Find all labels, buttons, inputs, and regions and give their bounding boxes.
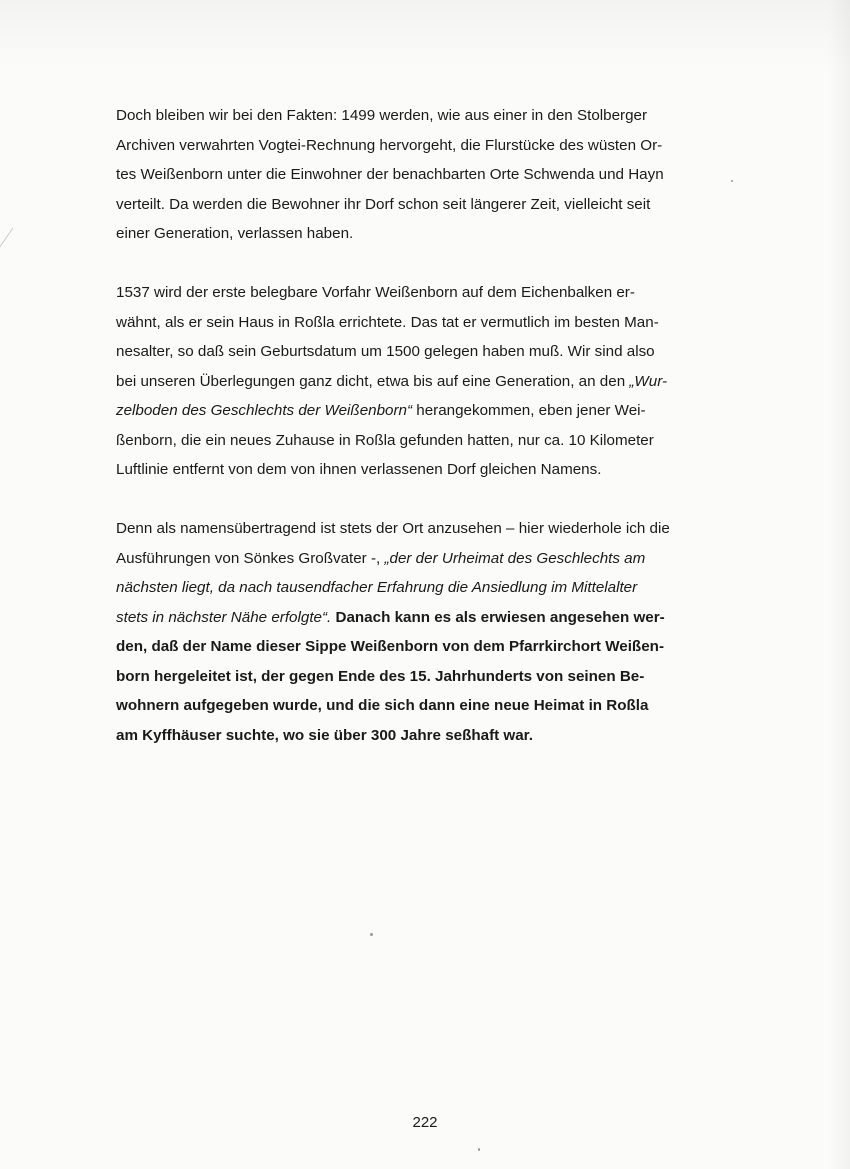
text-line	[116, 455, 736, 485]
text-segment: Doch bleiben wir bei den Fakten: 1499 werden, wie aus einer in den Stolberger	[116, 107, 648, 124]
text-line	[116, 396, 736, 426]
text-segment: nesalter, so daß sein Geburtsdatum um 1500 gelegen haben muß. Wir sind also	[116, 343, 655, 360]
scan-speck	[370, 933, 373, 936]
text-line	[116, 131, 736, 161]
page-number: 222	[412, 1114, 438, 1131]
text-segment: den, daß der Name dieser Sippe Weißenborn von dem Pfarrkirchort Weißen-	[116, 638, 664, 655]
text-line	[116, 426, 736, 456]
text-line	[116, 219, 736, 249]
text-segment: herangekommen, eben jener Wei-	[412, 402, 646, 419]
text-segment: am Kyffhäuser suchte, wo sie über 300 Jahre seßhaft war.	[116, 726, 533, 744]
text-segment: verteilt. Da werden die Bewohner ihr Dorf schon seit längerer Zeit, vielleicht seit	[116, 195, 651, 213]
text-line	[116, 337, 736, 367]
scan-scratch-mark	[0, 228, 13, 258]
paragraph	[116, 514, 736, 750]
text-segment: Archiven verwahrten Vogtei-Rechnung hervorgeht, die Flurstücke des wüsten Or-	[116, 136, 663, 154]
text-line	[116, 278, 736, 308]
text-line	[116, 632, 736, 662]
text-segment: Ausführungen von Sönkes Großvater -,	[116, 549, 385, 567]
text-line	[116, 603, 736, 633]
text-segment: „Wur-	[629, 372, 668, 390]
text-segment: zelboden des Geschlechts der Weißenborn“	[116, 402, 413, 419]
text-line	[116, 101, 736, 131]
text-line	[116, 308, 736, 338]
text-line	[116, 721, 736, 751]
text-segment: „der der Urheimat des Geschlechts am	[384, 549, 646, 567]
text-segment: tes Weißenborn unter die Einwohner der benachbarten Orte Schwenda und Hayn	[116, 166, 664, 183]
text-segment: Danach kann es als erwiesen angesehen wer-	[331, 608, 665, 626]
text-line	[116, 367, 736, 397]
paragraph	[116, 278, 736, 485]
text-segment: bei unseren Überlegungen ganz dicht, etwa bis auf eine Generation, an den	[116, 372, 630, 390]
text-line	[116, 573, 736, 603]
scan-edge-shadow	[828, 0, 850, 1169]
text-segment: wähnt, als er sein Haus in Roßla errichtete. Das tat er vermutlich im besten Man-	[116, 313, 659, 331]
text-segment: Denn als namensübertragend ist stets der Ort anzusehen – hier wiederhole ich die	[116, 520, 670, 537]
text-line	[116, 190, 736, 220]
text-segment: ßenborn, die ein neues Zuhause in Roßla gefunden hatten, nur ca. 10 Kilometer	[116, 431, 654, 449]
text-segment: 1537 wird der erste belegbare Vorfahr Weißenborn auf dem Eichenbalken er-	[116, 284, 635, 301]
text-segment: Luftlinie entfernt von dem von ihnen verlassenen Dorf gleichen Namens.	[116, 461, 602, 478]
text-segment: wohnern aufgegeben wurde, und die sich dann eine neue Heimat in Roßla	[116, 697, 649, 714]
text-line	[116, 544, 736, 574]
body-text	[116, 101, 736, 780]
text-segment: nächsten liegt, da nach tausendfacher Erfahrung die Ansiedlung im Mittelalter	[116, 579, 638, 596]
text-line	[116, 662, 736, 692]
text-segment: stets in nächster Nähe erfolgte“.	[116, 608, 332, 626]
text-line	[116, 160, 736, 190]
text-segment: einer Generation, verlassen haben.	[116, 225, 354, 242]
paragraph	[116, 101, 736, 249]
text-line	[116, 691, 736, 721]
text-line	[116, 514, 736, 544]
text-segment: born hergeleitet ist, der gegen Ende des 15. Jahrhunderts von seinen Be-	[116, 667, 645, 685]
scan-speck	[478, 1148, 480, 1151]
